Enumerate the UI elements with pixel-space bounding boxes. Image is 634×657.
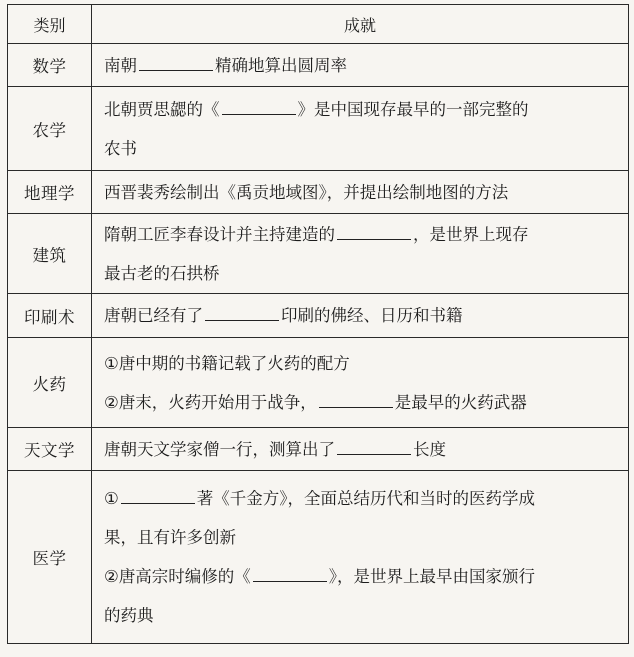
fill-in-blank[interactable] xyxy=(319,389,393,408)
fill-in-blank[interactable] xyxy=(121,485,195,504)
text-line: ②唐末，火药开始用于战争， 是最早的火药武器 xyxy=(104,383,618,422)
table-row xyxy=(8,294,629,338)
table-row xyxy=(8,44,629,87)
header-achievement: 成就 xyxy=(92,5,629,44)
table-row xyxy=(8,171,629,214)
achievement-cell xyxy=(92,214,629,294)
text-line: 果，且有许多创新 xyxy=(104,528,236,547)
text-line: 的药典 xyxy=(104,606,154,625)
text-line: ②唐高宗时编修的《 》，是世界上最早由国家颁行 xyxy=(104,557,618,596)
header-category: 类别 xyxy=(8,5,92,44)
category-cell: 医学 xyxy=(8,471,92,644)
achievement-cell xyxy=(92,44,629,87)
category-cell: 地理学 xyxy=(8,171,92,214)
fill-in-blank[interactable] xyxy=(205,302,279,321)
achievement-cell xyxy=(92,87,629,171)
fill-in-blank[interactable] xyxy=(139,52,213,71)
category-cell: 建筑 xyxy=(8,214,92,294)
achievement-cell xyxy=(92,294,629,338)
text-line: 唐朝已经有了 印刷的佛经、日历和书籍 xyxy=(104,296,618,335)
text-line: 西晋裴秀绘制出《禹贡地域图》，并提出绘制地图的方法 xyxy=(104,182,509,202)
fill-in-blank[interactable] xyxy=(337,221,411,240)
text-line: ①唐中期的书籍记载了火药的配方 xyxy=(104,353,350,373)
achievement-cell xyxy=(92,428,629,471)
text-line: 北朝贾思勰的《 》是中国现存最早的一部完整的 xyxy=(104,90,618,129)
table-row xyxy=(8,87,629,171)
fill-in-blank[interactable] xyxy=(253,563,327,582)
category-cell: 印刷术 xyxy=(8,294,92,338)
table-row xyxy=(8,428,629,471)
category-cell: 火药 xyxy=(8,338,92,428)
text-line: 隋朝工匠李春设计并主持建造的 ，是世界上现存 xyxy=(104,215,618,254)
achievements-table xyxy=(7,4,629,644)
text-line: 最古老的石拱桥 xyxy=(104,263,220,283)
achievement-cell xyxy=(92,471,629,644)
table-row xyxy=(8,214,629,294)
achievement-cell xyxy=(92,171,629,214)
table-row xyxy=(8,338,629,428)
text-line: 农书 xyxy=(104,138,137,158)
fill-in-blank[interactable] xyxy=(222,96,296,115)
category-cell: 数学 xyxy=(8,44,92,87)
text-line: 南朝 精确地算出圆周率 xyxy=(104,46,618,85)
category-cell: 农学 xyxy=(8,87,92,171)
achievement-cell xyxy=(92,338,629,428)
table-row xyxy=(8,471,629,644)
fill-in-blank[interactable] xyxy=(337,436,411,455)
table-header-row xyxy=(8,5,629,44)
category-cell: 天文学 xyxy=(8,428,92,471)
text-line: ① 著《千金方》，全面总结历代和当时的医药学成 xyxy=(104,479,618,518)
text-line: 唐朝天文学家僧一行，测算出了 长度 xyxy=(104,430,618,469)
